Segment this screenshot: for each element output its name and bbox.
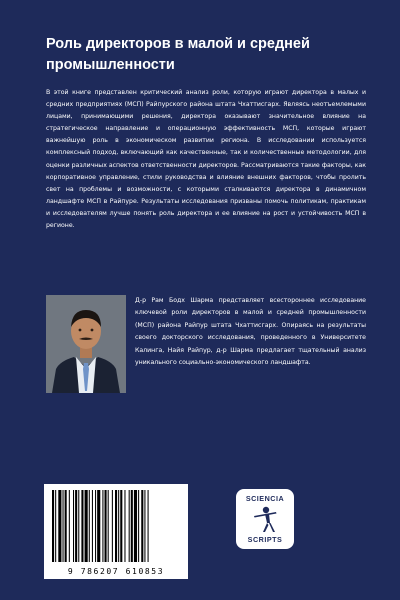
book-summary: В этой книге представлен критический анализ роли, которую играют директора в малых и средних предприятиях (МСП) Райпурского района штата Чхаттисгарх. Являясь неотъемлемыми лицами, принимающими решения, директора оказывают значительное влияние на стратегическое направление и операционную эффективность МСП, которые играют важнейшую роль в экономическом развитии региона. В исследовании используется комплексный подход, включающий как качественные, так и количественные методологии, для оценки различных аспектов ответственности директоров. Рассматриваются такие факторы, как корпоративное управление, стили руководства и влияние внешних факторов, чтобы пролить свет на проблемы и возможности, с которыми сталкиваются директора в динамичном ландшафте МСП в Райпуре. Результаты исследования призваны помочь политикам, практикам и исследователям лучше понять роль директора и ее влияние на рост и устойчивость МСП в регионе. bbox=[46, 89, 366, 230]
barcode-bar bbox=[105, 490, 107, 562]
barcode-bar bbox=[81, 490, 83, 562]
isbn-number: 9 786207 610853 bbox=[67, 567, 165, 576]
barcode-bar bbox=[118, 490, 119, 562]
barcode-bar bbox=[134, 490, 137, 562]
barcode-bar bbox=[55, 490, 56, 562]
publisher-logo-line1: SCIENCIA bbox=[245, 494, 285, 503]
barcode-bar bbox=[144, 490, 145, 562]
barcode-bar bbox=[131, 490, 133, 562]
barcode-bar bbox=[141, 490, 143, 562]
barcode-bar bbox=[112, 490, 113, 562]
publisher-logo bbox=[236, 489, 294, 549]
barcode-bar bbox=[78, 490, 79, 562]
barcode-bar bbox=[120, 490, 122, 562]
barcode-bar bbox=[115, 490, 117, 562]
barcode-icon bbox=[50, 490, 182, 562]
barcode-bar bbox=[85, 490, 88, 562]
barcode-bar bbox=[63, 490, 64, 562]
barcode-bar bbox=[69, 490, 70, 562]
barcode-bar bbox=[124, 490, 125, 562]
barcode-bar bbox=[73, 490, 74, 562]
scientist-figure-icon bbox=[250, 504, 280, 534]
barcode-bar bbox=[92, 490, 93, 562]
barcode-bar bbox=[52, 490, 54, 562]
barcode-bar bbox=[97, 490, 100, 562]
barcode-bar bbox=[95, 490, 96, 562]
barcode-bar bbox=[58, 490, 61, 562]
barcode-bar bbox=[138, 490, 139, 562]
barcode-bar bbox=[129, 490, 130, 562]
barcode-bar bbox=[89, 490, 90, 562]
author-bio: Д-р Рам Бодх Шарма представляет всестороннее исследование ключевой роли директоров в малой и средней промышленности (МСП) района Райпур штата Чхаттисгарх. Опираясь на результаты своего докторского исследования, проведенного в Университете Калинга, Найя Райпур, д-р Шарма предлагает тщательный анализ уникального социально-экономического ландшафта. bbox=[135, 297, 366, 367]
author-portrait-icon bbox=[46, 295, 126, 393]
barcode-bar bbox=[102, 490, 103, 562]
barcode-bar bbox=[75, 490, 77, 562]
book-title: Роль директоров в малой и средней промышленности bbox=[46, 36, 310, 73]
publisher-logo-line2: SCRIPTS bbox=[247, 535, 283, 544]
barcode-bar bbox=[108, 490, 109, 562]
isbn-barcode bbox=[44, 484, 188, 579]
barcode-bar bbox=[65, 490, 67, 562]
author-photo bbox=[46, 295, 126, 393]
barcode-bar bbox=[148, 490, 149, 562]
